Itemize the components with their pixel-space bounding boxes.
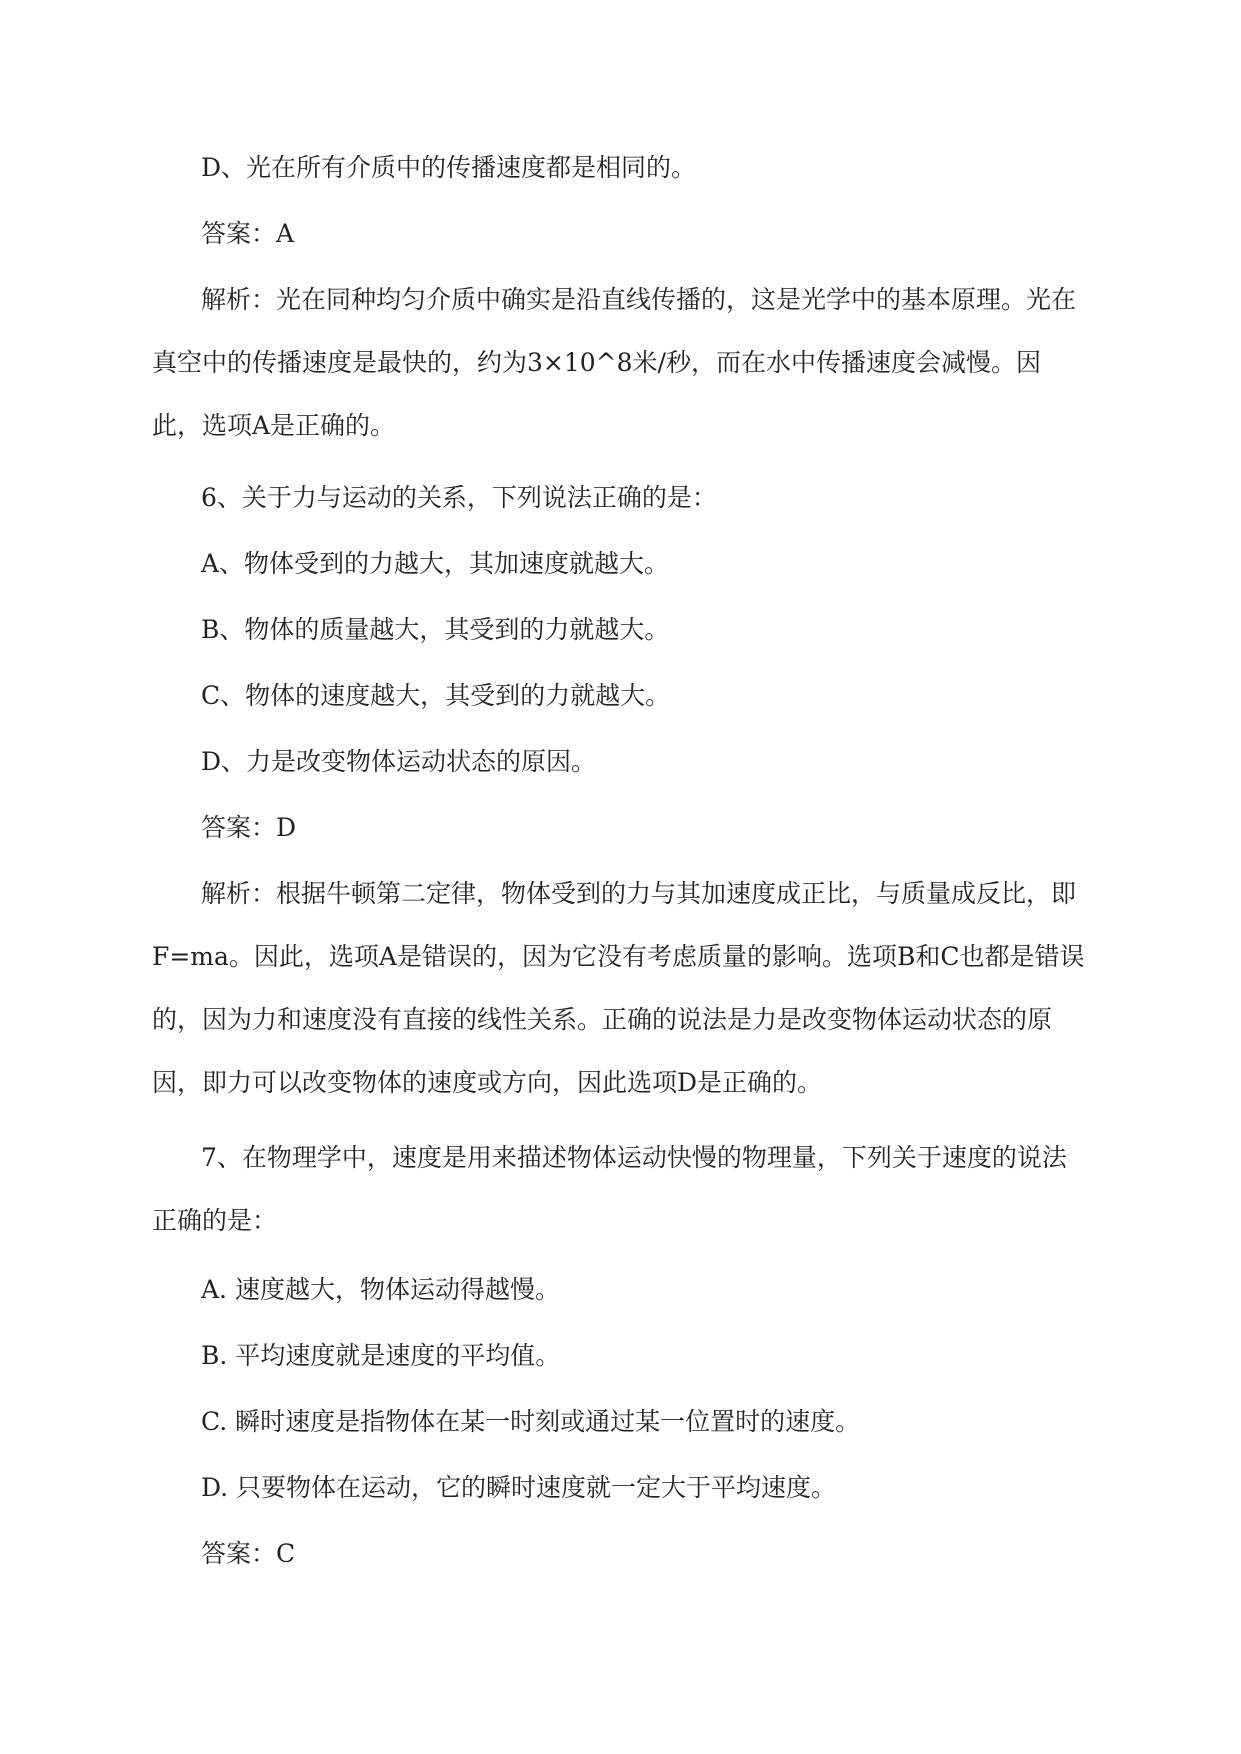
explanation-q6: 解析：根据牛顿第二定律，物体受到的力与其加速度成正比，与质量成反比，即F=ma。因此，选项A是错误的，因为它没有考虑质量的影响。选项B和C也都是错误的，因为力和速度没有直接的线性关系。正确的说法是力是改变物体运动状态的原因，即力可以改变物体的速度或方向，因此选项D是正确的。 bbox=[152, 879, 1085, 1097]
option-d-q5: D、光在所有介质中的传播速度都是相同的。 bbox=[201, 153, 697, 182]
option-d-q6: D、力是改变物体运动状态的原因。 bbox=[201, 747, 597, 776]
explanation-q5: 解析：光在同种均匀介质中确实是沿直线传播的，这是光学中的基本原理。光在真空中的传播速度是最快的，约为3×10^8米/秒，而在水中传播速度会减慢。因此，选项A是正确的。 bbox=[152, 285, 1077, 440]
option-c-q7: C. 瞬时速度是指物体在某一时刻或通过某一位置时的速度。 bbox=[201, 1407, 861, 1436]
answer-q6: 答案：D bbox=[201, 813, 297, 842]
option-b-q6: B、物体的质量越大，其受到的力就越大。 bbox=[201, 615, 670, 644]
answer-q7: 答案：C bbox=[201, 1539, 296, 1568]
answer-q5: 答案：A bbox=[201, 219, 295, 248]
question-7: 7、在物理学中，速度是用来描述物体运动快慢的物理量，下列关于速度的说法正确的是： bbox=[152, 1143, 1067, 1235]
option-d-q7: D. 只要物体在运动，它的瞬时速度就一定大于平均速度。 bbox=[201, 1473, 837, 1502]
option-b-q7: B. 平均速度就是速度的平均值。 bbox=[201, 1341, 561, 1370]
question-6: 6、关于力与运动的关系，下列说法正确的是： bbox=[201, 483, 717, 512]
option-a-q6: A、物体受到的力越大，其加速度就越大。 bbox=[201, 549, 670, 578]
option-a-q7: A. 速度越大，物体运动得越慢。 bbox=[201, 1275, 560, 1304]
option-c-q6: C、物体的速度越大，其受到的力就越大。 bbox=[201, 681, 671, 710]
